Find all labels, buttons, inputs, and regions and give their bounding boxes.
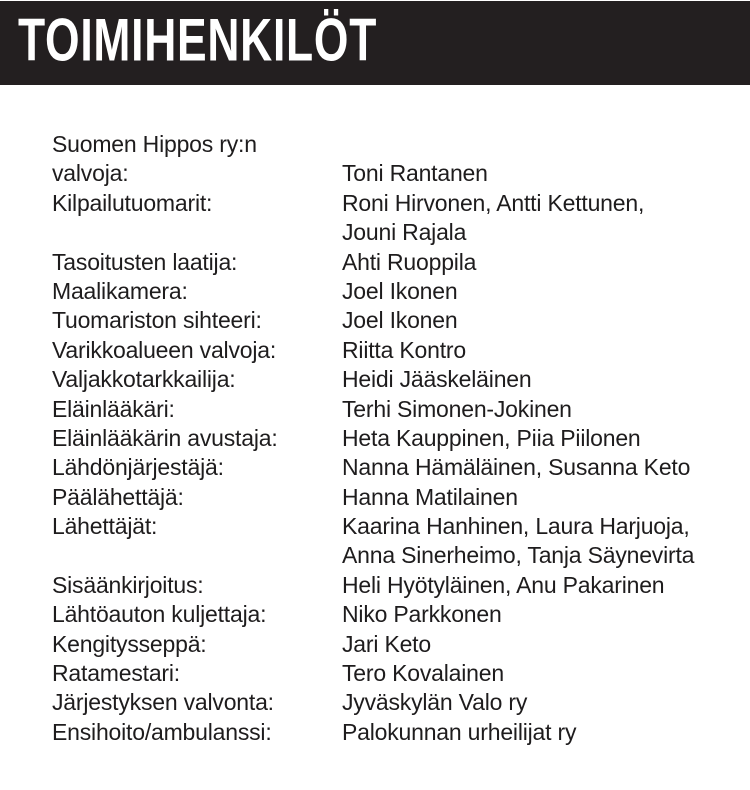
official-row: [52, 248, 712, 277]
official-role-label: Päälähettäjä:: [52, 483, 184, 510]
official-row: [52, 130, 712, 159]
official-row: [52, 189, 712, 218]
official-name-value: Anna Sinerheimo, Tanja Säynevirta: [342, 542, 695, 569]
official-role-label: [52, 218, 342, 247]
official-role-label: Ratamestari:: [52, 660, 180, 687]
official-row: [52, 630, 712, 659]
official-role-label: Lähettäjät:: [52, 513, 158, 540]
official-role-label: Kengitysseppä:: [52, 630, 207, 657]
official-name-value: Nanna Hämäläinen, Susanna Keto: [342, 454, 691, 481]
official-row: [52, 218, 712, 247]
official-role-label: Lähtöauton kuljettaja:: [52, 601, 267, 628]
official-name-value: Palokunnan urheilijat ry: [342, 718, 577, 745]
official-row: [52, 365, 712, 394]
official-row: [52, 541, 712, 570]
official-name-value: Riitta Kontro: [342, 336, 466, 363]
official-row: [52, 159, 712, 188]
official-role-label: Järjestyksen valvonta:: [52, 689, 274, 716]
official-row: [52, 306, 712, 335]
section-title: TOIMIHENKILÖT: [18, 6, 378, 74]
official-role-label: Valjakkotarkkailija:: [52, 366, 236, 393]
official-role-label: Tasoitusten laatija:: [52, 248, 238, 275]
official-role-label: Kilpailutuomarit:: [52, 189, 213, 216]
officials-list: [52, 130, 712, 747]
official-name-value: Hanna Matilainen: [342, 483, 518, 510]
official-row: [52, 571, 712, 600]
official-name-value: Kaarina Hanhinen, Laura Harjuoja,: [342, 513, 690, 540]
official-row: [52, 600, 712, 629]
official-row: [52, 453, 712, 482]
official-row: [52, 336, 712, 365]
official-name-value: Jyväskylän Valo ry: [342, 689, 528, 716]
official-role-label: Varikkoalueen valvoja:: [52, 336, 277, 363]
official-role-label: valvoja:: [52, 160, 129, 187]
official-role-label: Ensihoito/ambulanssi:: [52, 718, 272, 745]
official-role-label: Tuomariston sihteeri:: [52, 307, 262, 334]
official-name-value: Jouni Rajala: [342, 219, 467, 246]
official-name-value: Jari Keto: [342, 630, 431, 657]
official-row: [52, 688, 712, 717]
official-row: [52, 277, 712, 306]
official-row: [52, 424, 712, 453]
official-name-value: Heli Hyötyläinen, Anu Pakarinen: [342, 571, 665, 598]
official-row: [52, 718, 712, 747]
official-name-value: Niko Parkkonen: [342, 601, 502, 628]
official-name-value: Terhi Simonen-Jokinen: [342, 395, 572, 422]
official-row: [52, 395, 712, 424]
official-name-value: Heidi Jääskeläinen: [342, 366, 532, 393]
official-name-value: [342, 130, 712, 159]
official-name-value: Joel Ikonen: [342, 307, 458, 334]
official-role-label: Maalikamera:: [52, 277, 188, 304]
official-row: [52, 659, 712, 688]
official-role-label: [52, 541, 342, 570]
official-row: [52, 483, 712, 512]
official-name-value: Heta Kauppinen, Piia Piilonen: [342, 424, 641, 451]
official-role-label: Suomen Hippos ry:n: [52, 131, 257, 157]
official-name-value: Joel Ikonen: [342, 277, 458, 304]
official-role-label: Sisäänkirjoitus:: [52, 571, 204, 598]
official-name-value: Ahti Ruoppila: [342, 248, 477, 275]
official-name-value: Toni Rantanen: [342, 160, 488, 187]
official-role-label: Eläinlääkäri:: [52, 395, 175, 422]
official-role-label: Lähdönjärjestäjä:: [52, 454, 224, 481]
section-header-bar: [0, 1, 750, 85]
official-name-value: Roni Hirvonen, Antti Kettunen,: [342, 189, 645, 216]
official-name-value: Tero Kovalainen: [342, 660, 504, 687]
official-row: [52, 512, 712, 541]
official-role-label: Eläinlääkärin avustaja:: [52, 424, 278, 451]
